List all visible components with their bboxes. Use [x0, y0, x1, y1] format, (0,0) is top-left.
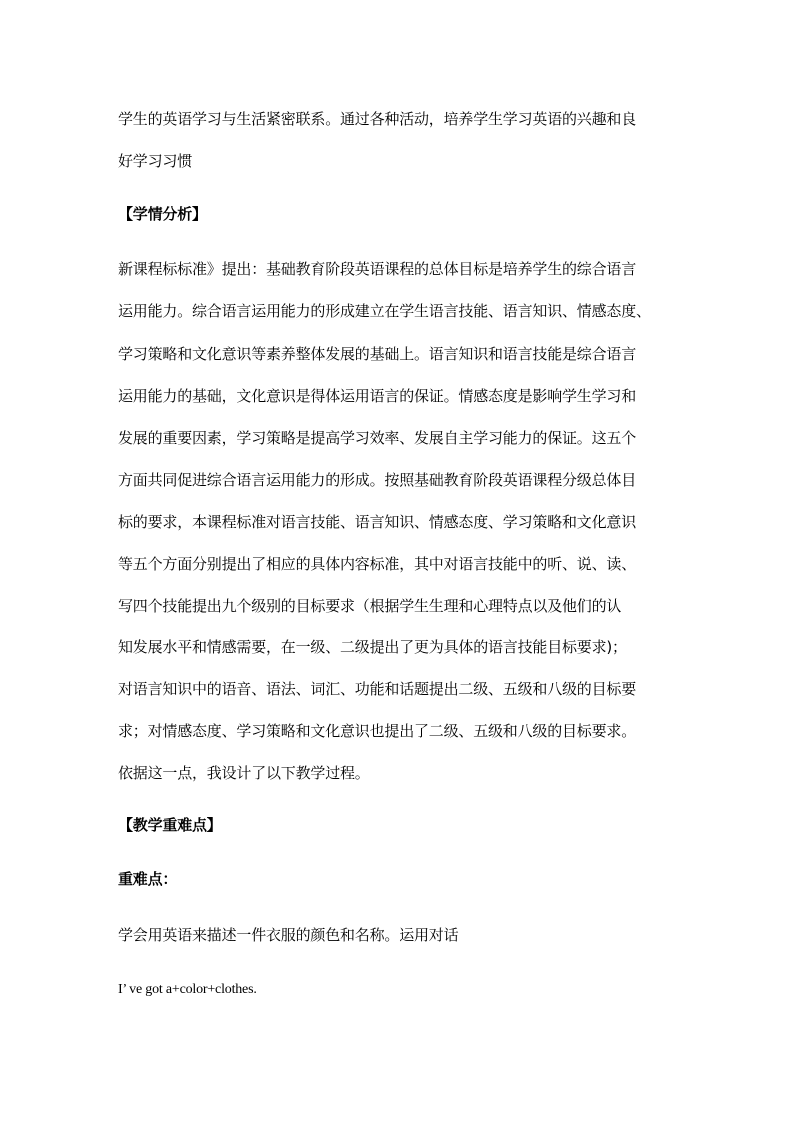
paragraph-line: 方面共同促进综合语言运用能力的形成。按照基础教育阶段英语课程分级总体目 [118, 471, 637, 489]
paragraph-line: 运用能力的基础，文化意识是得体运用语言的保证。情感态度是影响学生学习和 [118, 387, 637, 405]
section-heading-key-points: 【教学重难点】 [118, 816, 222, 834]
paragraph-line: 发展的重要因素，学习策略是提高学习效率、发展自主学习能力的保证。这五个 [118, 429, 637, 447]
paragraph-line: 依据这一点，我设计了以下教学过程。 [118, 764, 370, 782]
intro-line-2: 好学习习惯 [118, 152, 193, 170]
paragraph-line: 求；对情感态度、学习策略和文化意识也提出了二级、五级和八级的目标要求。 [118, 722, 637, 740]
subheading-key-difficulties: 重难点： [118, 870, 178, 888]
intro-line-1: 学生的英语学习与生活紧密联系。通过各种活动，培养学生学习英语的兴趣和良 [118, 110, 637, 128]
paragraph-line: 学习策略和文化意识等素养整体发展的基础上。语言知识和语言技能是综合语言 [118, 345, 637, 363]
paragraph-line: 标的要求，本课程标准对语言技能、语言知识、情感态度、学习策略和文化意识 [118, 513, 637, 531]
section-heading-analysis: 【学情分析】 [118, 205, 207, 223]
english-sentence-pattern: I’ ve got a+color+clothes. [118, 982, 257, 997]
paragraph-line: 学会用英语来描述一件衣服的颜色和名称。运用对话 [118, 926, 459, 944]
paragraph-line: 知发展水平和情感需要，在一级、二级提出了更为具体的语言技能目标要求)； [118, 638, 627, 656]
paragraph-line: 写四个技能提出九个级别的目标要求（根据学生生理和心理特点以及他们的认 [118, 597, 622, 615]
paragraph-line: 新课程标标准》提出：基础教育阶段英语课程的总体目标是培养学生的综合语言 [118, 260, 637, 278]
paragraph-line: 等五个方面分别提出了相应的具体内容标准，其中对语言技能中的听、说、读、 [118, 555, 637, 573]
paragraph-line: 对语言知识中的语音、语法、词汇、功能和话题提出二级、五级和八级的目标要 [118, 680, 637, 698]
paragraph-line: 运用能力。综合语言运用能力的形成建立在学生语言技能、语言知识、情感态度、 [118, 302, 651, 320]
